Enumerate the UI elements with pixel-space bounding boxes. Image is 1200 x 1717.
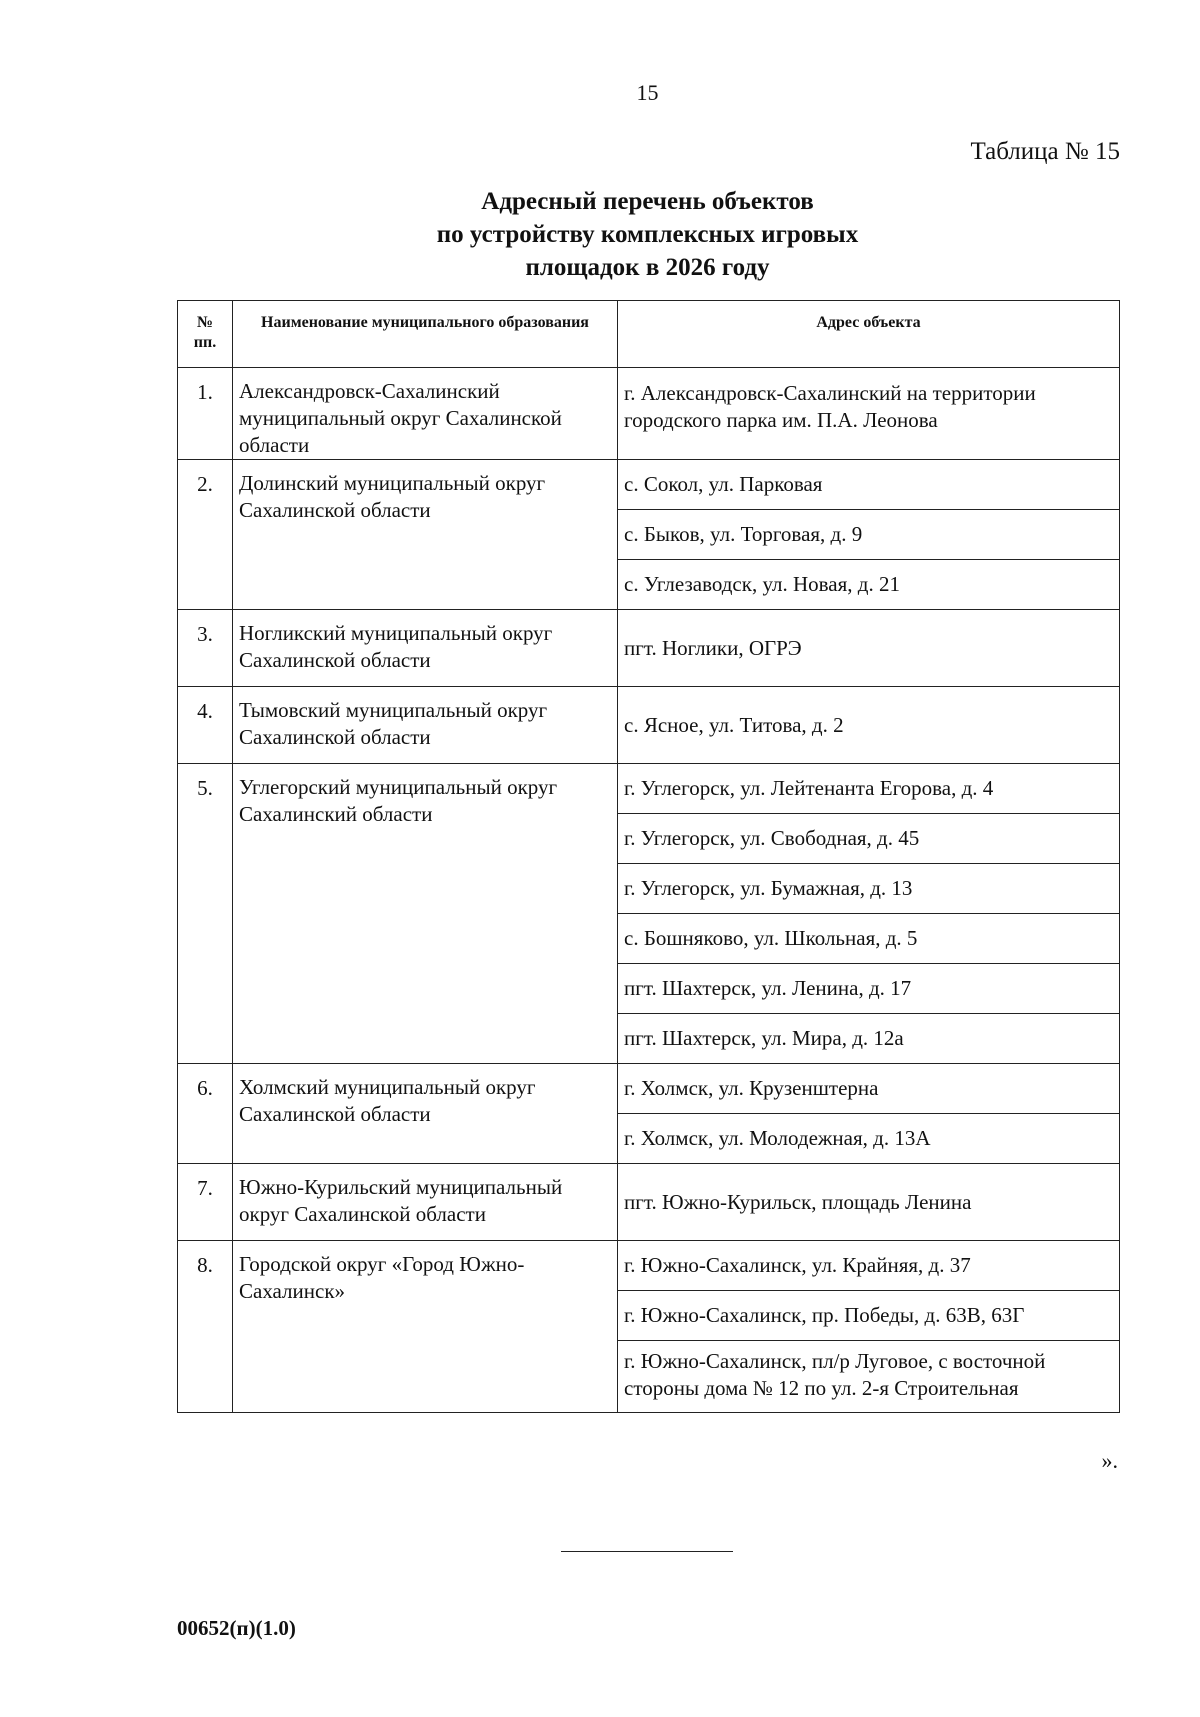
object-address: с. Сокол, ул. Парковая [618, 460, 1120, 510]
object-address: г. Южно-Сахалинск, ул. Крайняя, д. 37 [618, 1241, 1120, 1291]
table-row [178, 368, 1120, 460]
header-address: Адрес объекта [618, 301, 1120, 368]
object-address: с. Бошняково, ул. Школьная, д. 5 [618, 914, 1120, 964]
table-header-row [178, 301, 1120, 368]
title-line: площадок в 2026 году [525, 254, 770, 281]
table-row [178, 610, 1120, 687]
municipality-name: Ногликский муниципальный округ Сахалинской области [233, 610, 618, 687]
table-label: Таблица № 15 [970, 138, 1120, 165]
row-number: 3. [178, 610, 233, 687]
objects-table [177, 300, 1120, 1413]
object-address: пгт. Шахтерск, ул. Мира, д. 12а [618, 1014, 1120, 1064]
row-number: 2. [178, 460, 233, 610]
municipality-name: Городской округ «Город Южно-Сахалинск» [233, 1241, 618, 1413]
object-address: г. Холмск, ул. Крузенштерна [618, 1064, 1120, 1114]
object-address: с. Ясное, ул. Титова, д. 2 [618, 687, 1120, 764]
municipality-name: Долинский муниципальный округ Сахалинской области [233, 460, 618, 610]
object-address: г. Южно-Сахалинск, пл/р Луговое, с восточной стороны дома № 12 по ул. 2-я Строительная [618, 1341, 1120, 1413]
municipality-name: Углегорский муниципальный округ Сахалинский области [233, 764, 618, 1064]
municipality-name: Холмский муниципальный округ Сахалинской области [233, 1064, 618, 1164]
title-line: по устройству комплексных игровых [436, 221, 859, 248]
object-address: г. Холмск, ул. Молодежная, д. 13А [618, 1114, 1120, 1164]
table-row [178, 764, 1120, 814]
row-number: 6. [178, 1064, 233, 1164]
municipality-name: Тымовский муниципальный округ Сахалинской области [233, 687, 618, 764]
document-code: 00652(п)(1.0) [177, 1616, 296, 1640]
object-address: г. Южно-Сахалинск, пр. Победы, д. 63В, 63Г [618, 1291, 1120, 1341]
object-address: г. Углегорск, ул. Лейтенанта Егорова, д. 4 [618, 764, 1120, 814]
row-number: 4. [178, 687, 233, 764]
table-row [178, 1164, 1120, 1241]
table-row [178, 460, 1120, 510]
object-address: пгт. Ноглики, ОГРЭ [618, 610, 1120, 687]
row-number: 8. [178, 1241, 233, 1413]
row-number: 5. [178, 764, 233, 1064]
row-number: 1. [178, 368, 233, 460]
table-row [178, 1064, 1120, 1114]
table-row [178, 687, 1120, 764]
header-municipality: Наименование муниципального образования [233, 301, 618, 368]
object-address: с. Углезаводск, ул. Новая, д. 21 [618, 560, 1120, 610]
end-divider-line [561, 1551, 733, 1552]
object-address: г. Углегорск, ул. Свободная, д. 45 [618, 814, 1120, 864]
object-address: г. Углегорск, ул. Бумажная, д. 13 [618, 864, 1120, 914]
object-address: пгт. Южно-Курильск, площадь Ленина [618, 1164, 1120, 1241]
object-address: пгт. Шахтерск, ул. Ленина, д. 17 [618, 964, 1120, 1014]
object-address: г. Александровск-Сахалинский на территории городского парка им. П.А. Леонова [618, 368, 1120, 460]
closing-quote-mark: ». [1101, 1448, 1118, 1473]
row-number: 7. [178, 1164, 233, 1241]
document-title [0, 185, 1200, 284]
municipality-name: Южно-Курильский муниципальный округ Сахалинской области [233, 1164, 618, 1241]
municipality-name: Александровск-Сахалинский муниципальный округ Сахалинской области [233, 368, 618, 460]
page-number: 15 [636, 80, 659, 105]
header-number: № пп. [178, 301, 233, 368]
table-body [178, 368, 1120, 1413]
object-address: с. Быков, ул. Торговая, д. 9 [618, 510, 1120, 560]
table-row [178, 1241, 1120, 1291]
title-line: Адресный перечень объектов [481, 188, 814, 215]
